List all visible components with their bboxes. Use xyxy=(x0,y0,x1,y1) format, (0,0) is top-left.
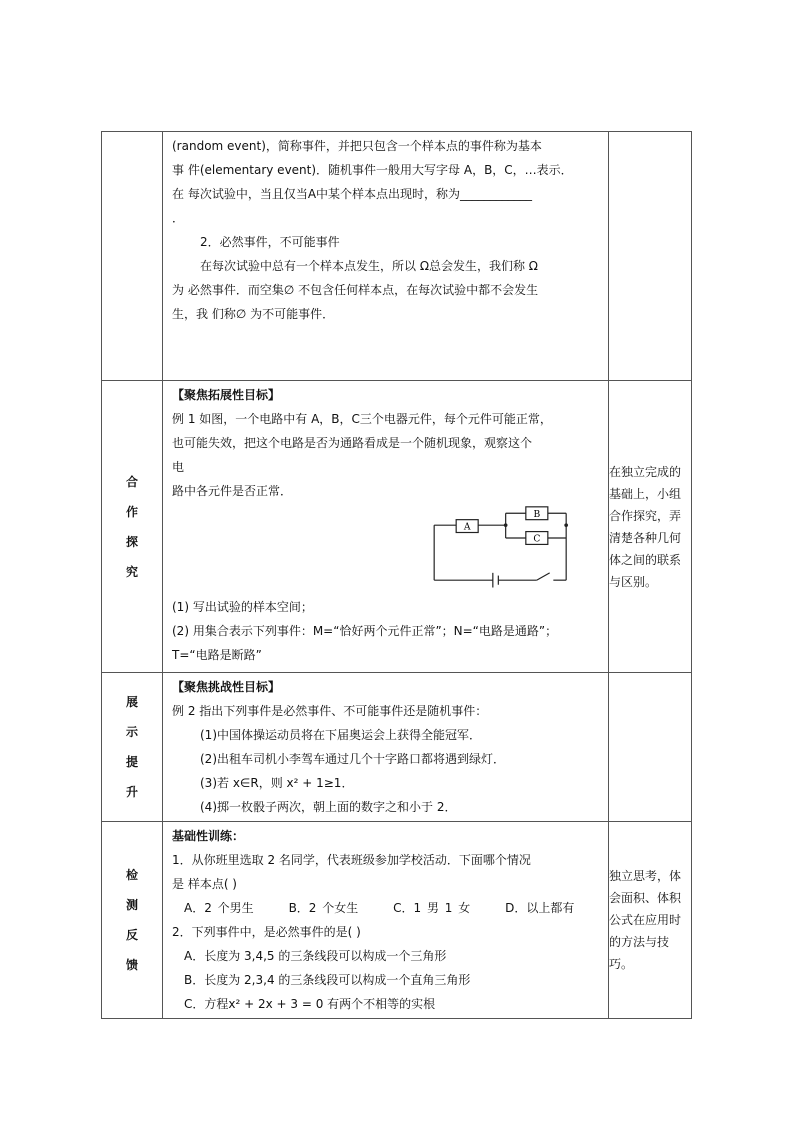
label-cell-empty xyxy=(102,132,163,381)
options-row xyxy=(172,896,602,920)
question-1-cont: 是 样本点( ) xyxy=(172,877,237,891)
text-line: 例 2 指出下列事件是必然事件、不可能事件还是随机事件： xyxy=(172,704,488,718)
list-item: (2)出租车司机小李驾车通过几个十字路口都将遇到绿灯． xyxy=(200,752,506,766)
option-c: C．方程x² + 2x + 3 = 0 有两个不相等的实根 xyxy=(184,997,436,1011)
option-d: D．以上都有 xyxy=(505,901,575,915)
note-cell-empty xyxy=(609,132,692,381)
list-item: (4)掷一枚骰子两次，朝上面的数字之和小于 2． xyxy=(200,800,457,814)
option-c: C．1 男 1 女 xyxy=(393,901,471,915)
text-line: 电 xyxy=(172,460,185,474)
section-heading: 【聚焦挑战性目标】 xyxy=(172,680,281,694)
section-heading: 基础性训练： xyxy=(172,829,245,843)
note-cell xyxy=(609,381,692,673)
teaching-note: 独立思考，体会面积、体积公式在应用时的方法与技巧。 xyxy=(609,869,682,971)
table-row xyxy=(102,132,692,381)
content-cell xyxy=(163,132,609,381)
question-2: 2．下列事件中，是必然事件的是( ) xyxy=(172,925,361,939)
option-b: B．长度为 2,3,4 的三条线段可以构成一个直角三角形 xyxy=(184,973,471,987)
content-cell xyxy=(163,381,609,673)
label-cell xyxy=(102,381,163,673)
table-row xyxy=(102,822,692,1019)
text-line: 在 每次试验中，当且仅当A中某个样本点出现时，称为____________ xyxy=(172,187,533,201)
label-cell xyxy=(102,673,163,822)
content-cell xyxy=(163,822,609,1019)
section-label: 合作探究 xyxy=(125,474,138,579)
section-label: 检测反馈 xyxy=(125,868,138,972)
text-line: 在每次试验中总有一个样本点发生，所以 Ω总会发生，我们称 Ω xyxy=(200,259,538,273)
option-b: B．2 个女生 xyxy=(288,901,359,915)
note-cell xyxy=(609,822,692,1019)
text-line: 事 件(elementary event)．随机事件一般用大写字母 A，B，C，…表示． xyxy=(172,163,573,177)
component-a: A xyxy=(463,521,471,533)
text-line: 为 必然事件．而空集∅ 不包含任何样本点，在每次试验中都不会发生 xyxy=(172,283,539,297)
question-2: (2) 用集合表示下列事件：M=“恰好两个元件正常”；N=“电路是通路”； xyxy=(172,624,558,638)
text-line: ． xyxy=(172,211,185,225)
text-line: 路中各元件是否正常． xyxy=(172,484,293,498)
table-row xyxy=(102,381,692,673)
option-a: A．2 个男生 xyxy=(184,901,254,915)
lesson-table xyxy=(101,131,692,1019)
section-heading: 【聚焦拓展性目标】 xyxy=(172,388,281,402)
circuit-diagram xyxy=(422,505,582,593)
question-1: 1．从你班里选取 2 名同学，代表班级参加学校活动．下面哪个情况 xyxy=(172,853,531,867)
text-line: 例 1 如图，一个电路中有 A，B，C三个电器元件，每个元件可能正常， xyxy=(172,412,552,426)
sub-title: 2．必然事件，不可能事件 xyxy=(200,235,340,249)
circuit-diagram-area xyxy=(172,503,602,595)
text-line: (random event)，简称事件，并把只包含一个样本点的事件称为基本 xyxy=(172,139,542,153)
label-cell xyxy=(102,822,163,1019)
note-cell-empty xyxy=(609,673,692,822)
section-label: 展示提升 xyxy=(125,695,138,799)
component-b: B xyxy=(533,508,541,520)
question-1: (1) 写出试验的样本空间； xyxy=(172,600,313,614)
content-cell xyxy=(163,673,609,822)
component-c: C xyxy=(533,533,541,545)
table-row xyxy=(102,673,692,822)
text-line: 生，我 们称∅ 为不可能事件． xyxy=(172,307,335,321)
option-a: A．长度为 3,4,5 的三条线段可以构成一个三角形 xyxy=(184,949,447,963)
question-2-cont: T=“电路是断路” xyxy=(172,648,262,662)
teaching-note: 在独立完成的基础上，小组合作探究，弄清楚各种几何体之间的联系与区别。 xyxy=(609,464,682,589)
text-line: 也可能失效，把这个电路是否为通路看成是一个随机现象，观察这个 xyxy=(172,436,533,450)
list-item: (1)中国体操运动员将在下届奥运会上获得全能冠军． xyxy=(200,728,482,742)
list-item: (3)若 x∈R，则 x² + 1≥1． xyxy=(200,776,354,790)
